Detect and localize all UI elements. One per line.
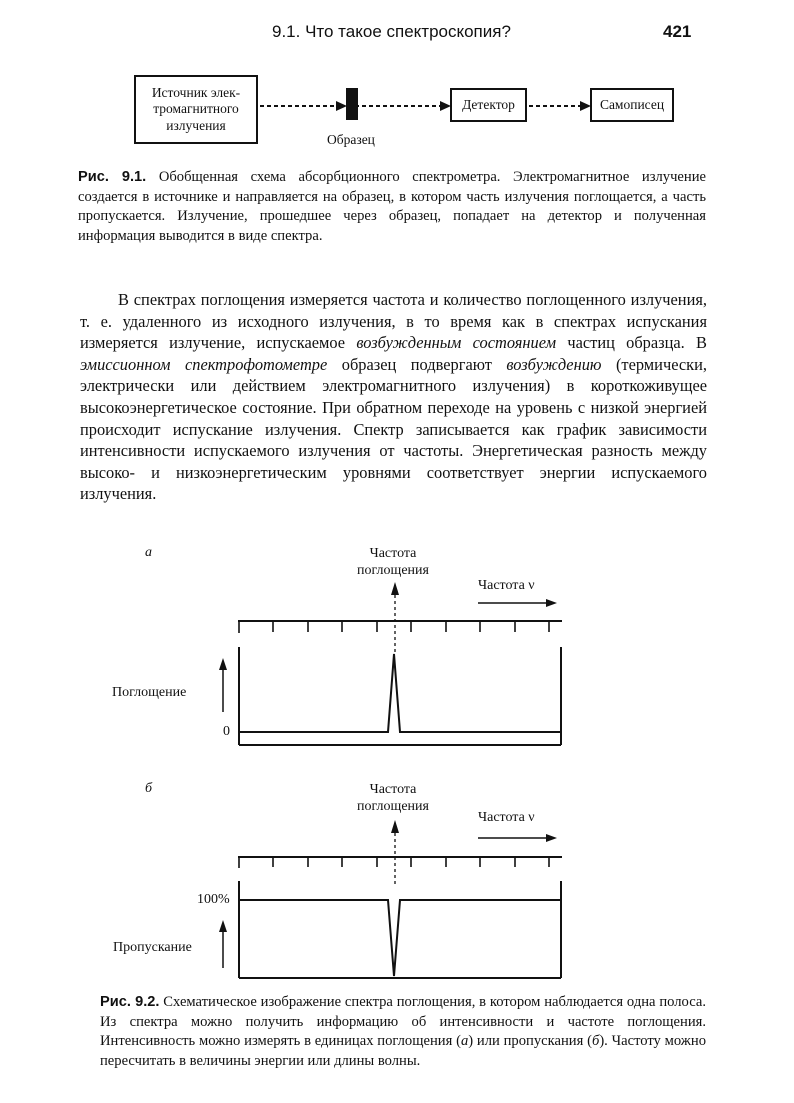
source-box: Источник элек- тромагнитного излучения <box>134 75 258 144</box>
emphasis-emission-spectrophotometer: эмиссионном спектрофотометре <box>80 354 328 374</box>
emphasis-excited-state: возбужденным состоянием <box>356 333 557 353</box>
panel-b-x-label: Частота ν <box>478 810 535 825</box>
panel-b-y-top: 100% <box>197 892 230 907</box>
detector-box: Детектор <box>450 88 527 122</box>
emphasis-excitation: возбуждению <box>506 354 602 374</box>
figure-9-2-caption: Рис. 9.2. Схематическое изображение спектра поглощения, в котором наблюдается одна полоса. Из спектра можно получить информацию об интенсивности и частоте поглощения. Интенсивность можно измерять в единицах поглощения (а) или пропускания (б). Частоту можно пересчитать в величины энергии или длины волны. <box>100 994 707 1069</box>
recorder-box: Самописец <box>590 88 674 122</box>
panel-a-x-label: Частота ν <box>478 578 535 593</box>
panel-a-y-label: Поглощение <box>112 685 187 700</box>
sample-label: Образец <box>327 132 375 147</box>
body-paragraph: В спектрах поглощения измеряется частота и количество поглощенного излучения, т. е. удаленного из исходного излучения, в то время как в спектрах испускания измеряется излучение, испускаемое возбужденным состоянием частиц образца. В эмиссионном спектрофотометре образец подвергают возбуждению (термически, электрически или действием электромагнитного излучения) в короткоживущее высокоэнергетическое состояние. При обратном переходе на уровень с низкой энергией происходит испускание излучения. Спектр записывается как график зависимости интенсивности испускаемого излучения от частоты. Энергетическая разность между высоко- и низкоэнергетическим уровнями соответствует энергии испускаемого излучения. <box>80 290 707 504</box>
panel-a-y-zero: 0 <box>223 724 230 739</box>
caption-label: Рис. 9.2. <box>100 994 160 1010</box>
panel-b-letter: б <box>145 781 153 796</box>
panel-a-peak-label: Частота поглощения <box>357 546 429 578</box>
page-number: 421 <box>663 22 692 41</box>
panel-b-peak-label: Частота поглощения <box>357 782 429 814</box>
caption-text: Обобщенная схема абсорбционного спектрометра. Электромагнитное излучение создается в источнике и направляется на образец, в котором часть излучения поглощается, а часть пропускается. Излучение, прошедшее через образец, попадает на детектор и полученная информация выводится в виде спектра. <box>78 169 707 244</box>
panel-a-letter: а <box>145 545 152 560</box>
panel-b-y-label: Пропускание <box>113 940 192 955</box>
running-title: 9.1. Что такое спектроскопия? <box>272 22 511 41</box>
caption-label: Рис. 9.1. <box>78 169 147 185</box>
